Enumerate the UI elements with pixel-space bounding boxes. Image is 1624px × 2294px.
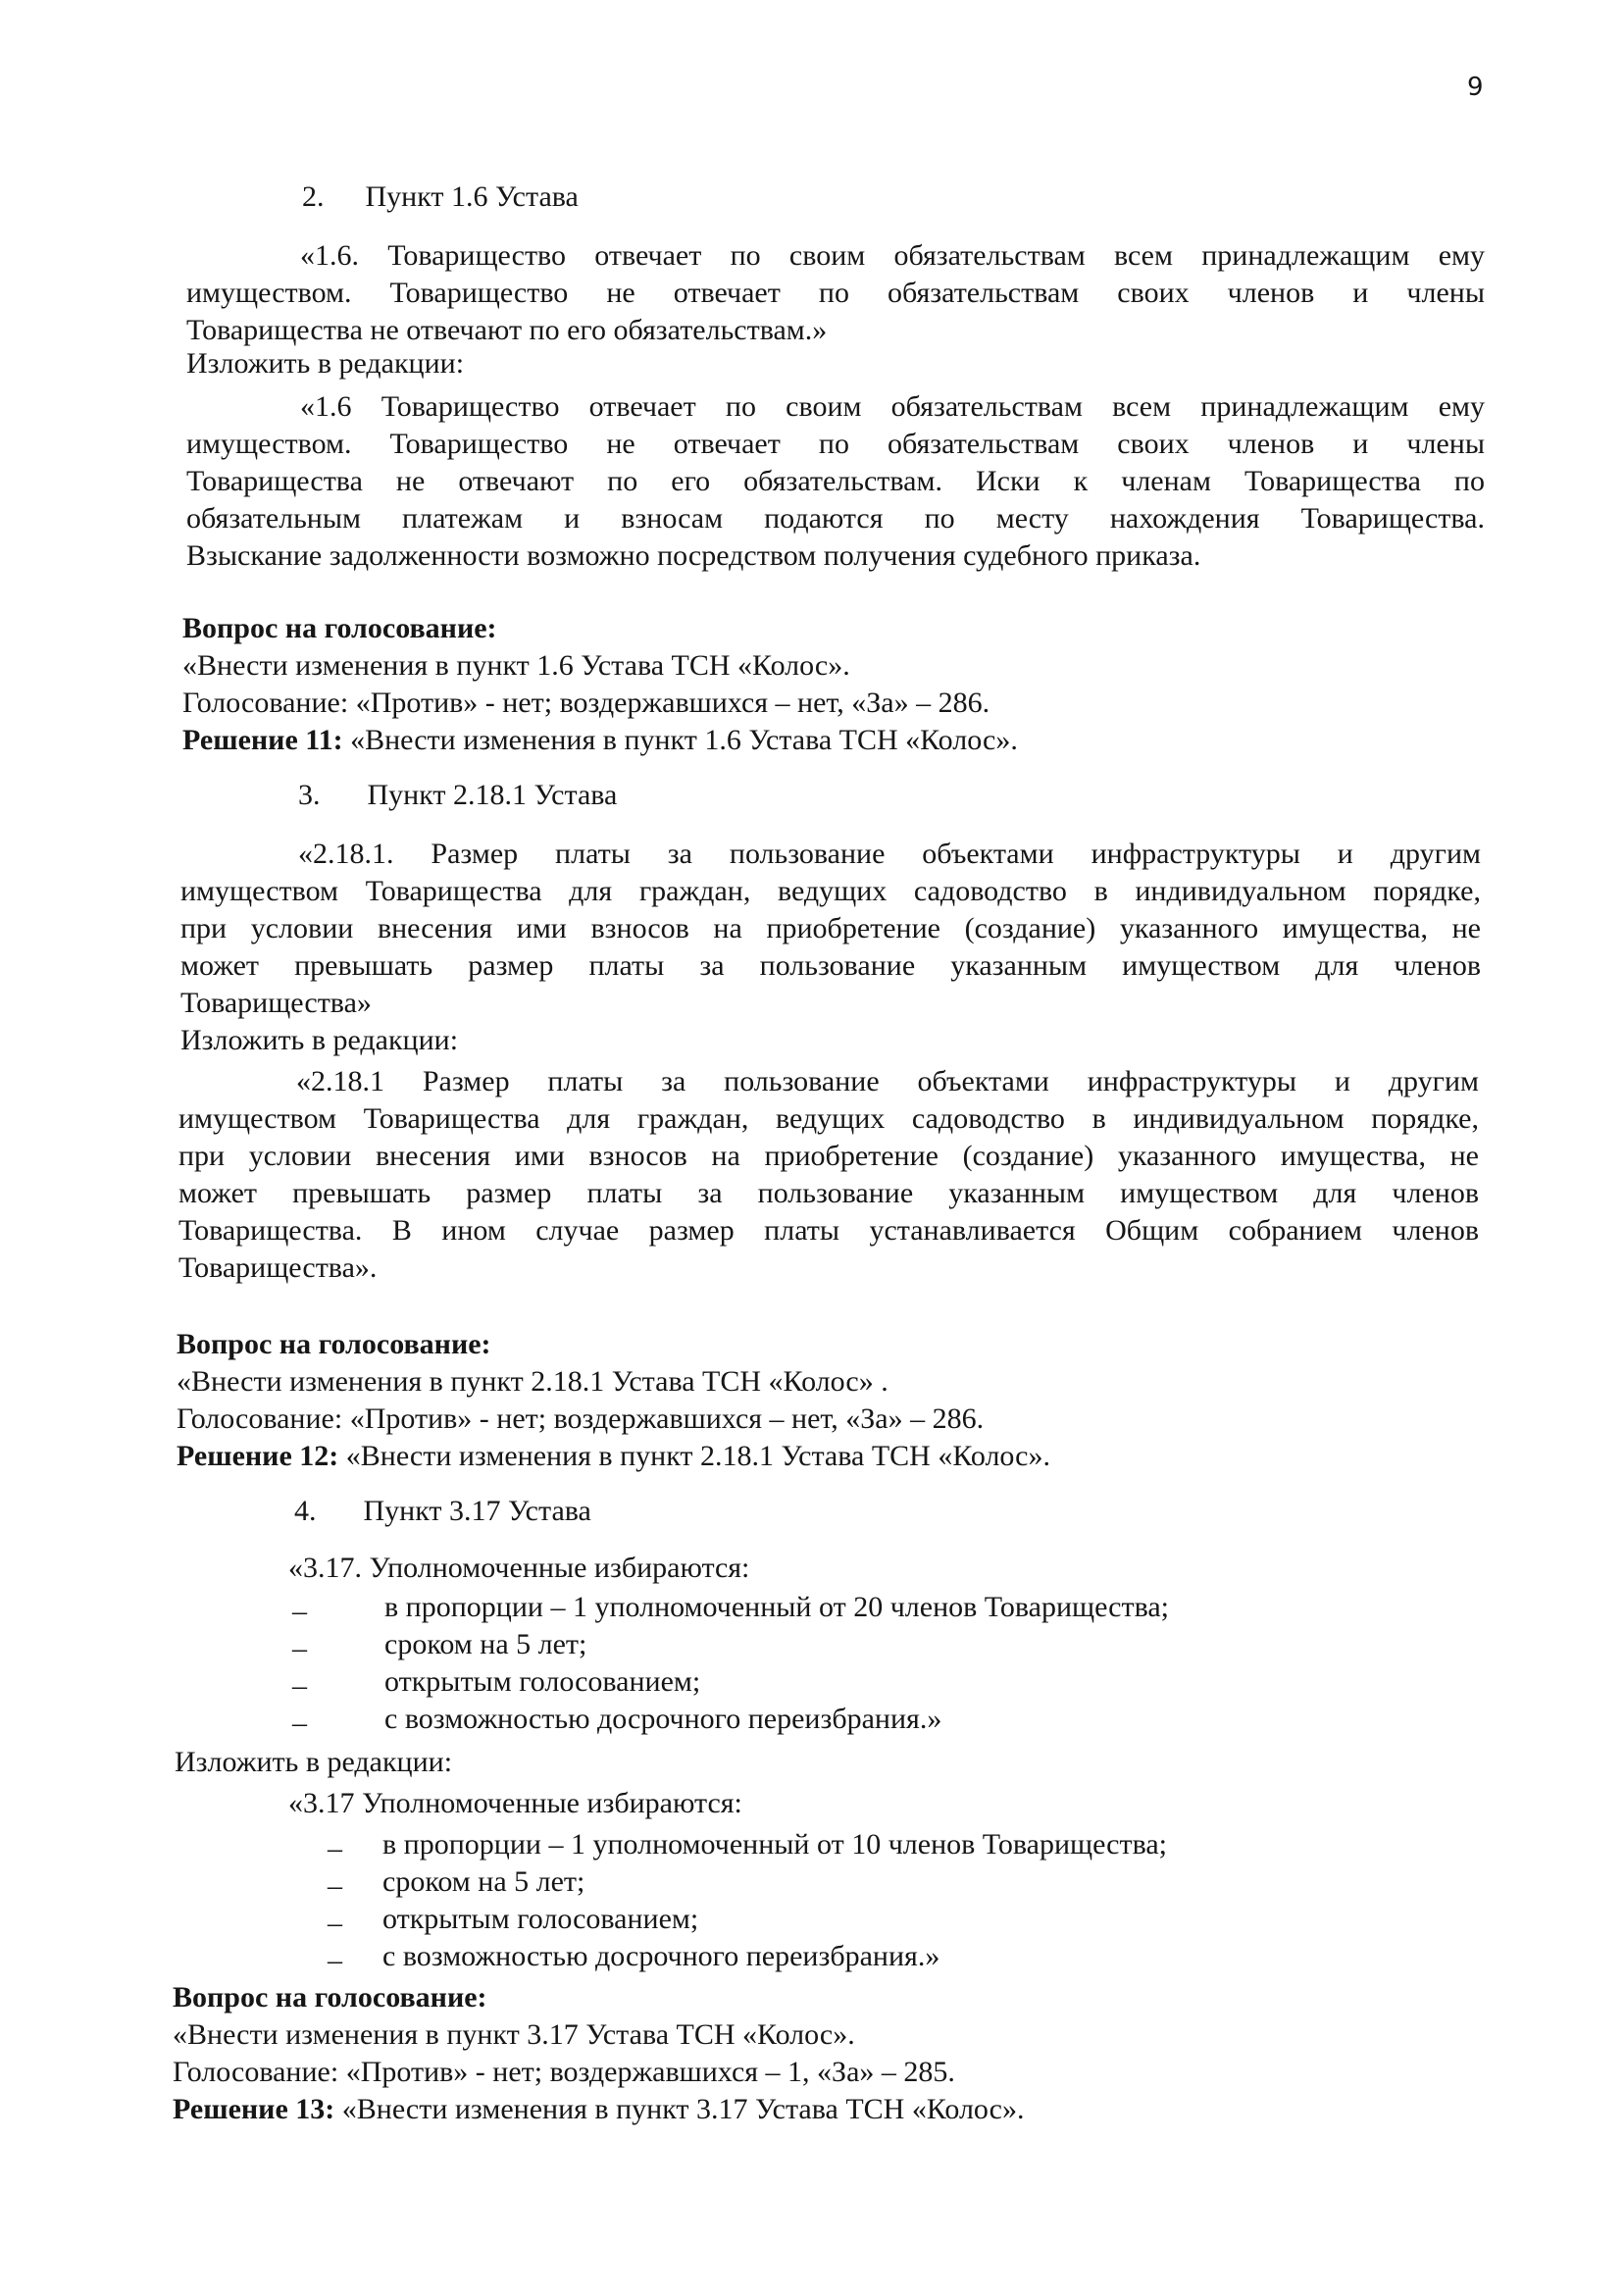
section-2-new-line-3: Товарищества не отвечают по его обязательствам. Иски к членам Товарищества по (186, 465, 1485, 497)
page-number: 9 (1467, 73, 1484, 102)
original-list-item: в пропорции – 1 уполномоченный от 20 членов Товарищества; (384, 1591, 1170, 1623)
vote-question-heading: Вопрос на голосование: (173, 1981, 487, 2014)
list-dash: – (292, 1595, 307, 1627)
list-dash: – (292, 1632, 307, 1664)
section-4-restate-label: Изложить в редакции: (175, 1746, 453, 1778)
decision: Решение 11: «Внести изменения в пункт 1.6 Устава ТСН «Колос». (182, 724, 1018, 756)
section-3-restate-label: Изложить в редакции: (180, 1024, 459, 1056)
vote-question-text: «Внести изменения в пункт 3.17 Устава ТСН «Колос». (173, 2018, 855, 2051)
vote-question-heading: Вопрос на голосование: (182, 612, 497, 644)
vote-question-heading: Вопрос на голосование: (177, 1328, 491, 1360)
section-2-new-line-1: «1.6 Товарищество отвечает по своим обязательствам всем принадлежащим ему (300, 390, 1485, 423)
section-2-quote-line-2: имуществом. Товарищество не отвечает по обязательствам своих членов и члены (186, 277, 1485, 309)
section-3-new-line-1: «2.18.1 Размер платы за пользование объектами инфраструктуры и другим (296, 1065, 1479, 1097)
section-2-heading: 2. Пункт 1.6 Устава (302, 180, 579, 213)
section-4-new-intro: «3.17 Уполномоченные избираются: (288, 1787, 742, 1819)
section-4-quote-intro: «3.17. Уполномоченные избираются: (288, 1552, 750, 1584)
new-list-item: открытым голосованием; (382, 1903, 699, 1935)
section-3-quote-line-4: может превышать размер платы за пользование указанным имуществом для членов (180, 949, 1481, 982)
section-2-restate-label: Изложить в редакции: (186, 347, 465, 380)
section-3-quote-line-1: «2.18.1. Размер платы за пользование объектами инфраструктуры и другим (298, 838, 1481, 870)
list-dash: – (292, 1707, 307, 1739)
vote-question-text: «Внести изменения в пункт 1.6 Устава ТСН «Колос». (182, 649, 850, 682)
section-2-new-line-5: Взыскание задолженности возможно посредством получения судебного приказа. (186, 539, 1201, 572)
list-dash: – (292, 1669, 307, 1702)
new-list-item: в пропорции – 1 уполномоченный от 10 членов Товарищества; (382, 1828, 1168, 1861)
vote-result: Голосование: «Против» - нет; воздержавшихся – 1, «За» – 285. (173, 2056, 955, 2088)
vote-question-text: «Внести изменения в пункт 2.18.1 Устава ТСН «Колос» . (177, 1365, 888, 1398)
section-3-heading: 3. Пункт 2.18.1 Устава (298, 779, 618, 811)
original-list-item: сроком на 5 лет; (384, 1628, 587, 1660)
list-dash: – (328, 1832, 342, 1864)
section-3-new-line-3: при условии внесения ими взносов на приобретение (создание) указанного имущества, не (178, 1140, 1479, 1172)
decision: Решение 12: «Внести изменения в пункт 2.18.1 Устава ТСН «Колос». (177, 1440, 1050, 1472)
section-3-new-line-5: Товарищества. В ином случае размер платы устанавливается Общим собранием членов (178, 1214, 1479, 1247)
original-list-item: открытым голосованием; (384, 1665, 701, 1698)
section-2-new-line-2: имуществом. Товарищество не отвечает по обязательствам своих членов и члены (186, 428, 1485, 460)
list-dash: – (328, 1944, 342, 1976)
vote-result: Голосование: «Против» - нет; воздержавшихся – нет, «За» – 286. (177, 1402, 985, 1435)
section-3-quote-line-3: при условии внесения ими взносов на приобретение (создание) указанного имущества, не (180, 912, 1481, 944)
section-4-heading: 4. Пункт 3.17 Устава (294, 1495, 591, 1527)
section-2-quote-line-3: Товарищества не отвечают по его обязательствам.» (186, 314, 828, 346)
list-dash: – (328, 1869, 342, 1902)
section-3-new-line-6: Товарищества». (178, 1251, 378, 1284)
new-list-item: с возможностью досрочного переизбрания.» (382, 1940, 940, 1972)
section-2-quote-line-1: «1.6. Товарищество отвечает по своим обязательствам всем принадлежащим ему (300, 239, 1485, 272)
section-2-new-line-4: обязательным платежам и взносам подаются по месту нахождения Товарищества. (186, 502, 1485, 535)
section-3-new-line-4: может превышать размер платы за пользование указанным имуществом для членов (178, 1177, 1479, 1209)
new-list-item: сроком на 5 лет; (382, 1865, 585, 1898)
list-dash: – (328, 1907, 342, 1939)
original-list-item: с возможностью досрочного переизбрания.» (384, 1703, 942, 1735)
decision: Решение 13: «Внести изменения в пункт 3.17 Устава ТСН «Колос». (173, 2093, 1025, 2125)
section-3-quote-line-2: имуществом Товарищества для граждан, ведущих садоводство в индивидуальном порядке, (180, 875, 1481, 907)
section-3-new-line-2: имуществом Товарищества для граждан, ведущих садоводство в индивидуальном порядке, (178, 1102, 1479, 1135)
section-3-quote-line-5: Товарищества» (180, 987, 372, 1019)
vote-result: Голосование: «Против» - нет; воздержавшихся – нет, «За» – 286. (182, 687, 990, 719)
